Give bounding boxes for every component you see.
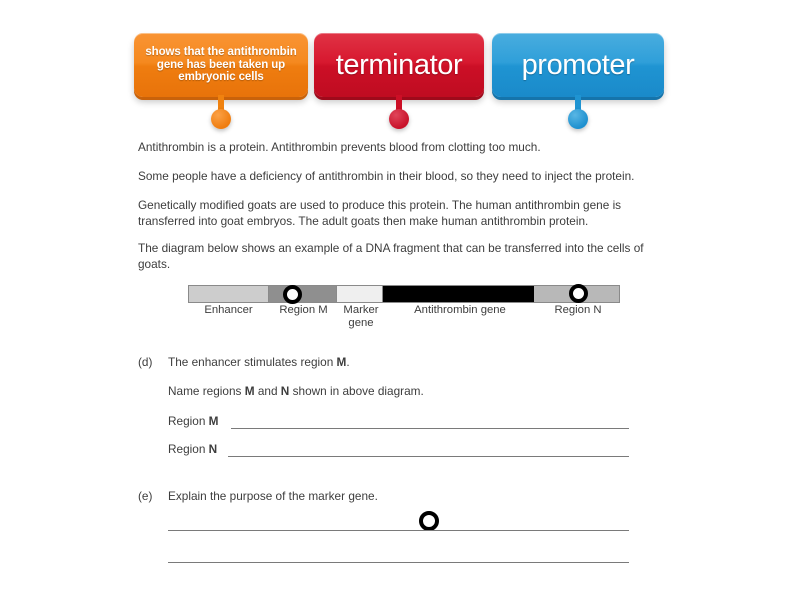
passage-paragraph-1: Antithrombin is a protein. Antithrombin prevents blood from clotting too much. (138, 140, 541, 154)
answer-label-region-n-bold: N (208, 442, 218, 456)
pin-stalk (218, 95, 224, 115)
question-d-prompt-bold-m: M (244, 384, 255, 398)
card-pin-marker-explanation (211, 95, 231, 129)
answer-label-region-n (168, 442, 217, 456)
passage-paragraph-2: Some people have a deficiency of antithrombin in their blood, so they need to inject the protein. (138, 169, 635, 183)
passage-paragraph-3: Genetically modified goats are used to produce this protein. The human antithrombin gene is transferred into goat embryos. The adult goats then make human antithrombin protein. (138, 198, 622, 228)
pin-knob (568, 109, 588, 129)
answer-label-region-m-bold: M (208, 414, 219, 428)
answer-line-e-1[interactable] (168, 530, 629, 531)
draggable-card-marker-explanation[interactable] (134, 33, 308, 97)
question-d-statement-bold: M (336, 355, 347, 369)
question-d-letter: (d) (138, 355, 153, 369)
diagram-label-region-n: Region N (554, 304, 602, 316)
question-d-statement (168, 355, 350, 369)
diagram-label-antithrombin-gene: Antithrombin gene (414, 304, 506, 316)
answer-label-region-n-a: Region (168, 442, 209, 456)
question-d-prompt-bold-n: N (280, 384, 290, 398)
draggable-card-promoter[interactable] (492, 33, 664, 97)
answer-line-region-m[interactable] (231, 428, 629, 429)
answer-line-e-2[interactable] (168, 562, 629, 563)
card-label: terminator (335, 48, 463, 81)
diagram-label-region-m: Region M (279, 304, 328, 316)
question-e-letter: (e) (138, 489, 153, 503)
diagram-segment-antithrombin-gene (383, 286, 534, 302)
diagram-segment-enhancer (189, 286, 269, 302)
pin-stalk (575, 95, 581, 115)
pin-knob (389, 109, 409, 129)
question-d-prompt (168, 384, 424, 398)
card-pin-promoter (568, 95, 588, 129)
card-label: promoter (521, 48, 635, 81)
diagram-segment-marker-gene (337, 286, 383, 302)
passage-paragraph-4: The diagram below shows an example of a DNA fragment that can be transferred into the cells of goats. (138, 241, 644, 271)
dna-fragment-diagram (188, 285, 620, 303)
card-label: shows that the antithrombin gene has been taken up embryonic cells (145, 45, 297, 84)
diagram-label-row (188, 304, 620, 334)
question-d-prompt-c: shown in above diagram. (289, 384, 424, 398)
diagram-label-marker-gene: Marker gene (343, 304, 379, 330)
diagram-label-enhancer: Enhancer (204, 304, 253, 316)
answer-label-region-m (168, 414, 219, 428)
question-d-prompt-b: and (254, 384, 281, 398)
drop-target-region-n[interactable] (569, 284, 588, 303)
draggable-card-terminator[interactable] (314, 33, 484, 97)
question-d-statement-b: . (346, 355, 350, 369)
drop-target-marker-gene-answer[interactable] (419, 511, 439, 531)
answer-label-region-m-a: Region (168, 414, 209, 428)
card-pin-terminator (389, 95, 409, 129)
pin-stalk (396, 95, 402, 115)
question-d-prompt-a: Name regions (168, 384, 245, 398)
question-d-statement-a: The enhancer stimulates region (168, 355, 337, 369)
question-e-prompt: Explain the purpose of the marker gene. (168, 489, 378, 503)
drop-target-region-m[interactable] (283, 285, 302, 304)
pin-knob (211, 109, 231, 129)
diagram-segment-region-m (269, 286, 337, 302)
answer-line-region-n[interactable] (228, 456, 629, 457)
